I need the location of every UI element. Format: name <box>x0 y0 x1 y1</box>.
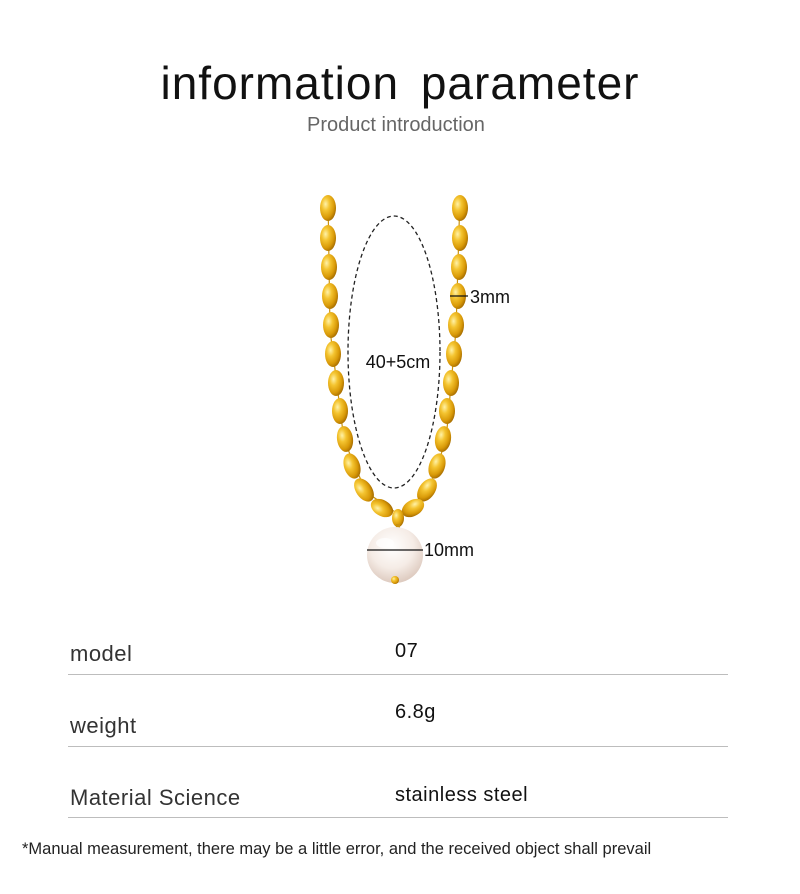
bead <box>452 225 468 251</box>
page-subtitle: Product introduction <box>307 114 485 136</box>
bead <box>439 398 455 424</box>
bead <box>340 451 363 481</box>
bead <box>328 370 344 396</box>
bead <box>323 312 339 338</box>
page-title: information parameter <box>160 57 640 109</box>
bead <box>322 283 338 309</box>
bead <box>452 195 468 221</box>
pearl-pendant <box>367 527 423 583</box>
bead <box>425 451 448 481</box>
bead <box>321 254 337 280</box>
spec-value: 07 <box>395 640 419 662</box>
bead <box>443 370 459 396</box>
bead <box>446 341 462 367</box>
pearl-highlight <box>376 538 394 548</box>
bead <box>332 398 348 424</box>
bead <box>433 425 452 453</box>
bead <box>335 425 354 453</box>
spec-label: Material Science <box>70 785 241 810</box>
spec-label: model <box>70 641 133 666</box>
bead <box>320 195 336 221</box>
pearl-end-cap <box>391 576 399 584</box>
spec-value: 6.8g <box>395 701 436 723</box>
bead <box>448 312 464 338</box>
spec-value: stainless steel <box>395 784 529 806</box>
length-label: 40+5cm <box>365 352 431 372</box>
bead <box>451 254 467 280</box>
spec-label: weight <box>70 713 137 738</box>
bead-size-label: 3mm <box>470 287 510 307</box>
bead <box>320 225 336 251</box>
bead <box>325 341 341 367</box>
pearl-size-label: 10mm <box>424 540 475 560</box>
measurement-disclaimer: *Manual measurement, there may be a little error, and the received object shall prevail <box>22 840 652 858</box>
divider <box>68 674 728 675</box>
divider <box>68 746 728 747</box>
divider <box>68 817 728 818</box>
